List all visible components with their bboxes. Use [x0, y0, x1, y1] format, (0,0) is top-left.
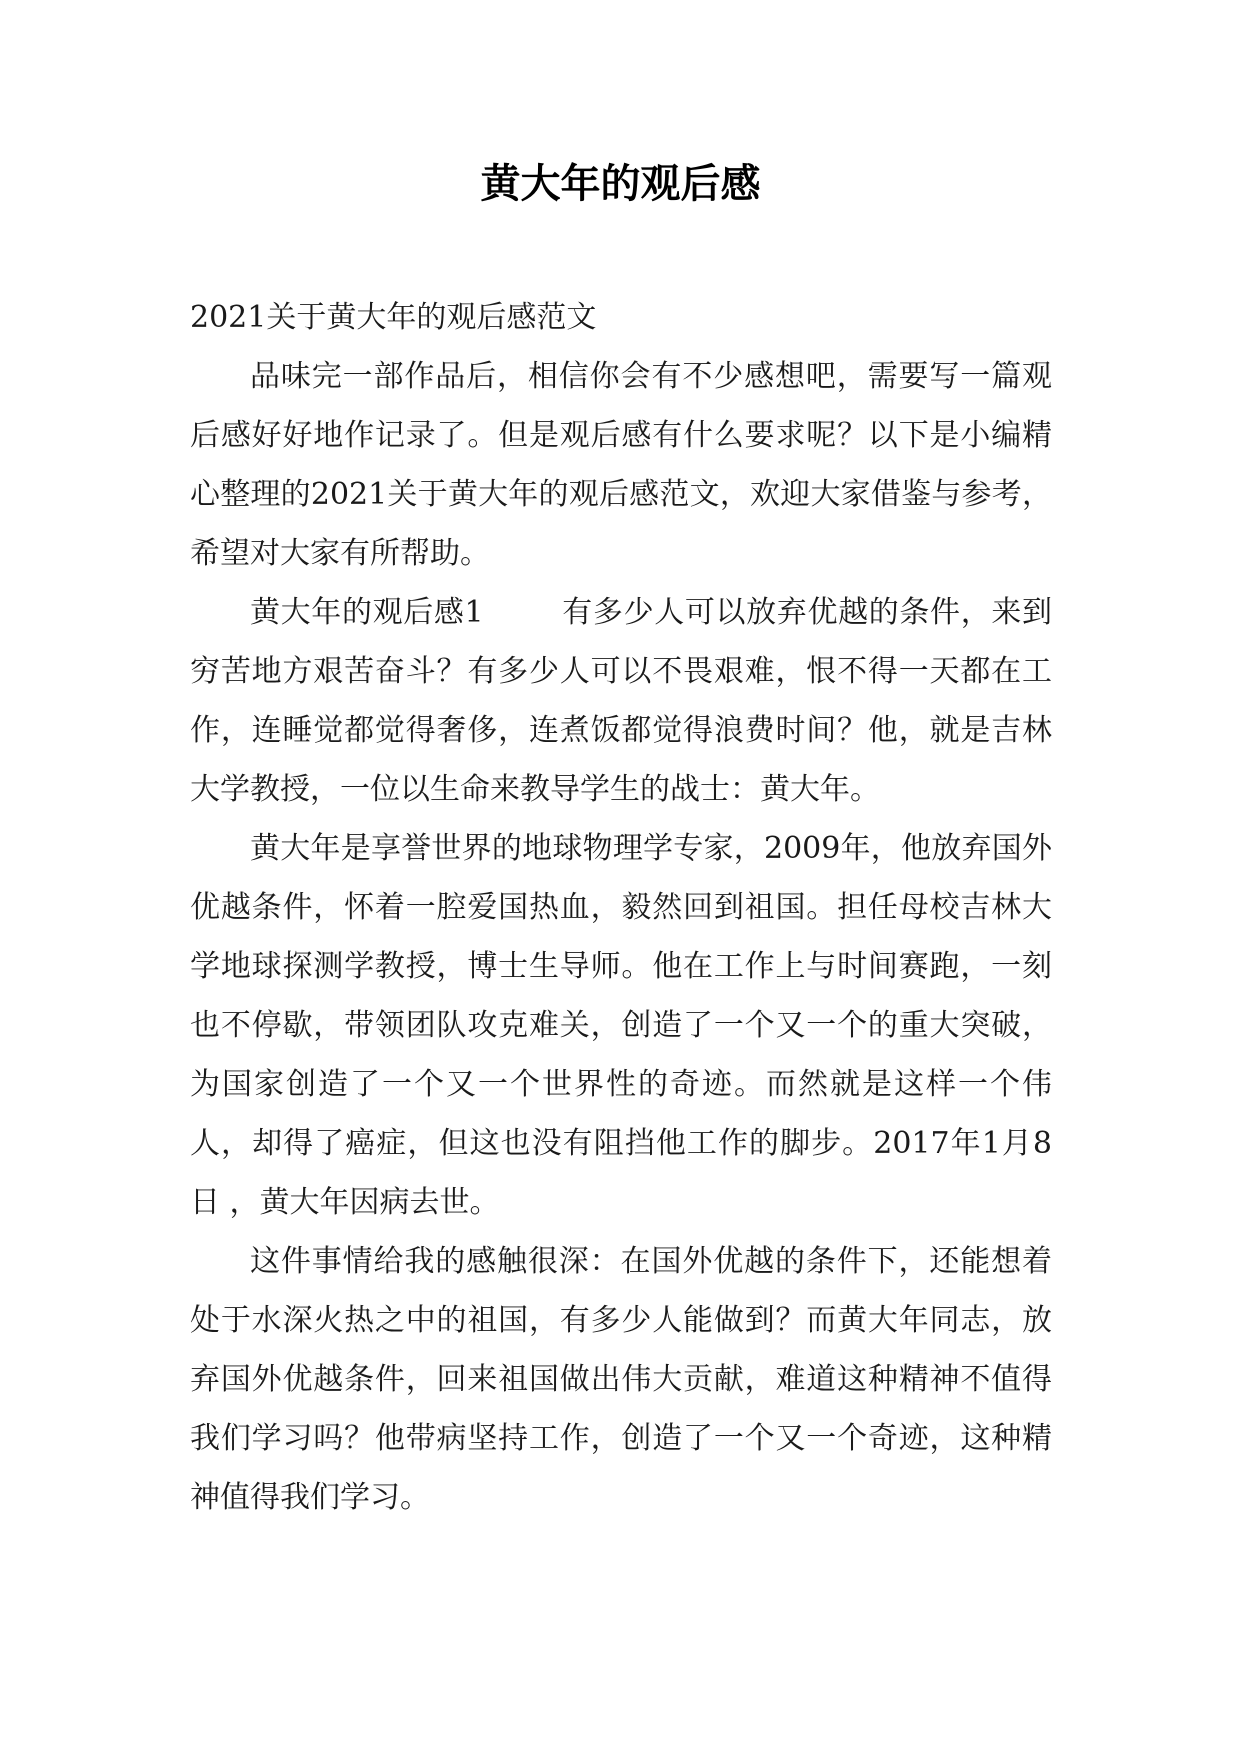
section-heading: 黄大年的观后感1	[250, 595, 484, 630]
section-text: 有多少人可以放弃优越的条件，来到穷苦地方艰苦奋斗？有多少人可以不畏艰难，恨不得一天都在工作，连睡觉都觉得奢侈，连煮饭都觉得浪费时间？他，就是吉林大学教授，一位以生命来教导学生的战士：黄大年。	[190, 595, 1052, 807]
paragraph-2: 黄大年是享誉世界的地球物理学专家，2009年，他放弃国外优越条件，怀着一腔爱国热血，毅然回到祖国。担任母校吉林大学地球探测学教授，博士生导师。他在工作上与时间赛跑，一刻也不停歇，带领团队攻克难关，创造了一个又一个的重大突破，为国家创造了一个又一个世界性的奇迹。而然就是这样一个伟人，却得了癌症，但这也没有阻挡他工作的脚步。2017年1月8日 ，黄大年因病去世。	[190, 831, 1052, 1220]
document-body	[190, 288, 1052, 1527]
paragraph-3: 这件事情给我的感触很深：在国外优越的条件下，还能想着处于水深火热之中的祖国，有多少人能做到？而黄大年同志，放弃国外优越条件，回来祖国做出伟大贡献，难道这种精神不值得我们学习吗？他带病坚持工作，创造了一个又一个奇迹，这种精神值得我们学习。	[190, 1244, 1052, 1515]
document-title: 黄大年的观后感	[480, 160, 761, 207]
section-1-paragraph	[190, 583, 1052, 819]
document-subtitle: 2021关于黄大年的观后感范文	[190, 300, 597, 335]
intro-paragraph: 品味完一部作品后，相信你会有不少感想吧，需要写一篇观后感好好地作记录了。但是观后感有什么要求呢？以下是小编精心整理的2021关于黄大年的观后感范文，欢迎大家借鉴与参考，希望对大家有所帮助。	[190, 359, 1052, 571]
